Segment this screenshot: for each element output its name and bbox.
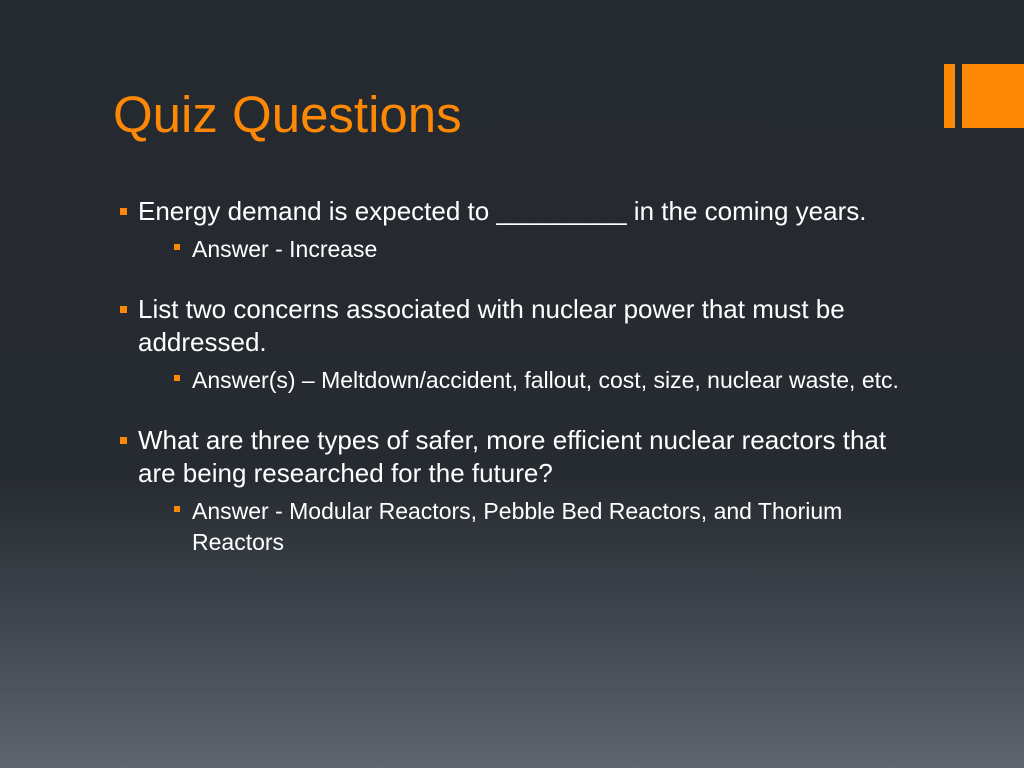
answer-item (138, 234, 916, 265)
slide-title: Quiz Questions (113, 86, 462, 143)
answer-text: Answer - Increase (192, 236, 378, 262)
question-text: List two concerns associated with nuclear power that must be addressed. (138, 294, 845, 357)
question-item (116, 424, 916, 558)
answer-text: Answer - Modular Reactors, Pebble Bed Reactors, and Thorium Reactors (192, 498, 843, 555)
question-text: Energy demand is expected to _________ in the coming years. (138, 196, 867, 226)
question-item (116, 195, 916, 265)
brand-mark (944, 64, 1024, 128)
answer-item (138, 496, 916, 558)
bullet-icon (120, 208, 127, 215)
question-item (116, 293, 916, 396)
sub-bullet-icon (174, 506, 180, 512)
brand-bar-thin (944, 64, 955, 128)
answer-item (138, 365, 916, 396)
sub-bullet-icon (174, 244, 180, 250)
sub-bullet-icon (174, 375, 180, 381)
bullet-icon (120, 437, 127, 444)
question-text: What are three types of safer, more efficient nuclear reactors that are being researched for the future? (138, 425, 887, 488)
question-list (116, 195, 916, 586)
answer-text: Answer(s) – Meltdown/accident, fallout, cost, size, nuclear waste, etc. (192, 367, 899, 393)
brand-bar-thick (962, 64, 1024, 128)
bullet-icon (120, 306, 127, 313)
